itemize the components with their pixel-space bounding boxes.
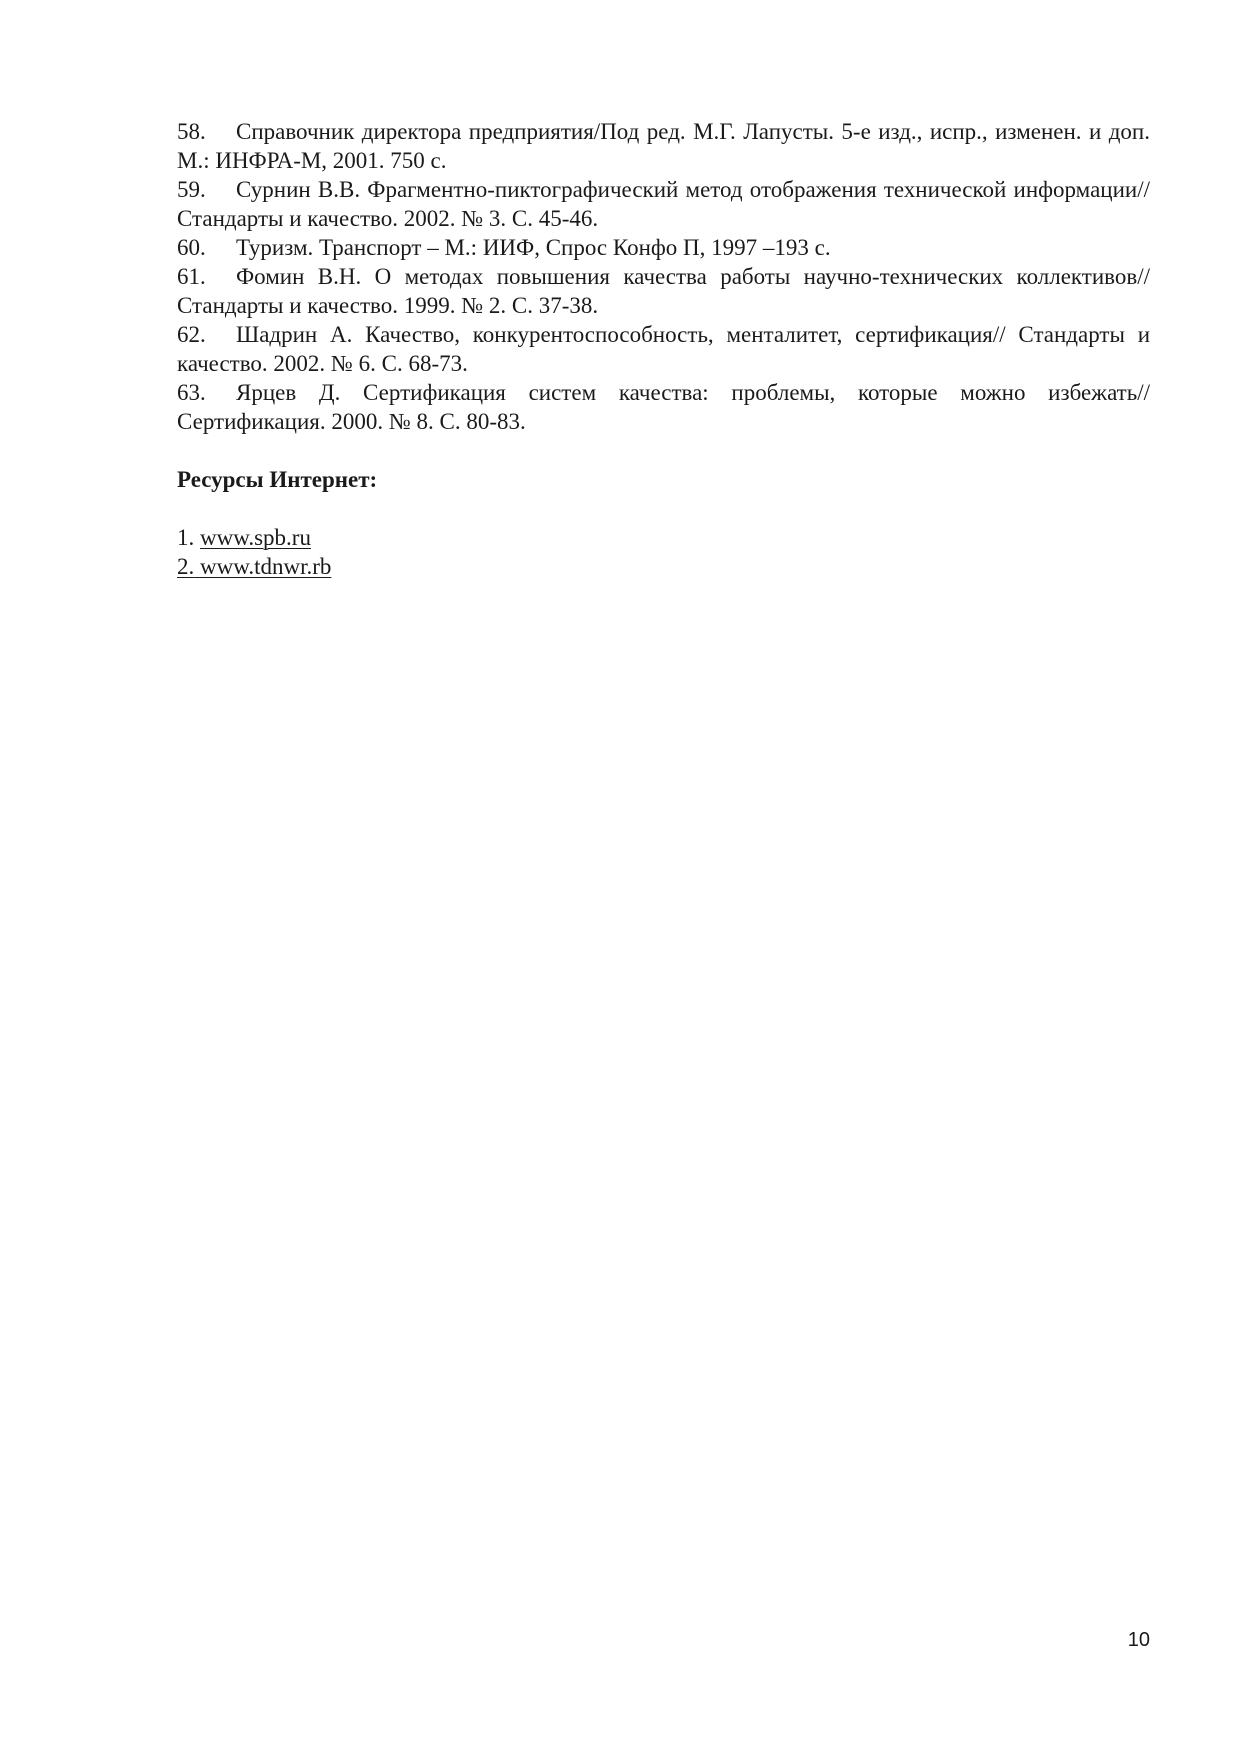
- link-number: 1.: [177, 525, 195, 550]
- reference-number: 62.: [177, 322, 206, 347]
- reference-number: 59.: [177, 177, 206, 202]
- reference-item-63: [177, 378, 1150, 436]
- reference-text: Шадрин А. Качество, конкурентоспособность, менталитет, сертификация// Стандарты и качество. 2002. № 6. С. 68-73.: [177, 322, 1150, 376]
- internet-links-list: [177, 523, 1150, 581]
- reference-text: Фомин В.Н. О методах повышения качества работы научно-технических коллективов// Стандарты и качество. 1999. № 2. С. 37-38.: [177, 264, 1150, 318]
- reference-text: Туризм. Транспорт – М.: ИИФ, Спрос Конфо П, 1997 –193 с.: [236, 235, 831, 260]
- reference-item-58: [177, 117, 1150, 175]
- reference-number: 63.: [177, 380, 206, 405]
- reference-text: Справочник директора предприятия/Под ред. М.Г. Лапусты. 5-е изд., испр., изменен. и доп. М.: ИНФРА-М, 2001. 750 с.: [177, 119, 1150, 173]
- reference-number: 60.: [177, 235, 206, 260]
- reference-text: Сурнин В.В. Фрагментно-пиктографический метод отображения технической информации// Стандарты и качество. 2002. № 3. С. 45-46.: [177, 177, 1150, 231]
- reference-item-62: [177, 320, 1150, 378]
- reference-text: Ярцев Д. Сертификация систем качества: проблемы, которые можно избежать//Сертификация. 2000. № 8. С. 80-83.: [177, 380, 1150, 434]
- page-number: 10: [1127, 1629, 1150, 1651]
- internet-resources-heading: Ресурсы Интернет:: [177, 467, 378, 492]
- internet-link-item-2[interactable]: [177, 552, 1150, 581]
- reference-number: 61.: [177, 264, 206, 289]
- page-content: [177, 117, 1150, 581]
- link-tdnwr[interactable]: www.tdnwr.rb: [200, 554, 332, 579]
- link-number: 2.: [177, 554, 195, 579]
- link-spb[interactable]: www.spb.ru: [200, 525, 311, 550]
- reference-item-60: [177, 233, 1150, 262]
- reference-number: 58.: [177, 119, 206, 144]
- internet-link-item-1: [177, 523, 1150, 552]
- reference-item-61: [177, 262, 1150, 320]
- reference-item-59: [177, 175, 1150, 233]
